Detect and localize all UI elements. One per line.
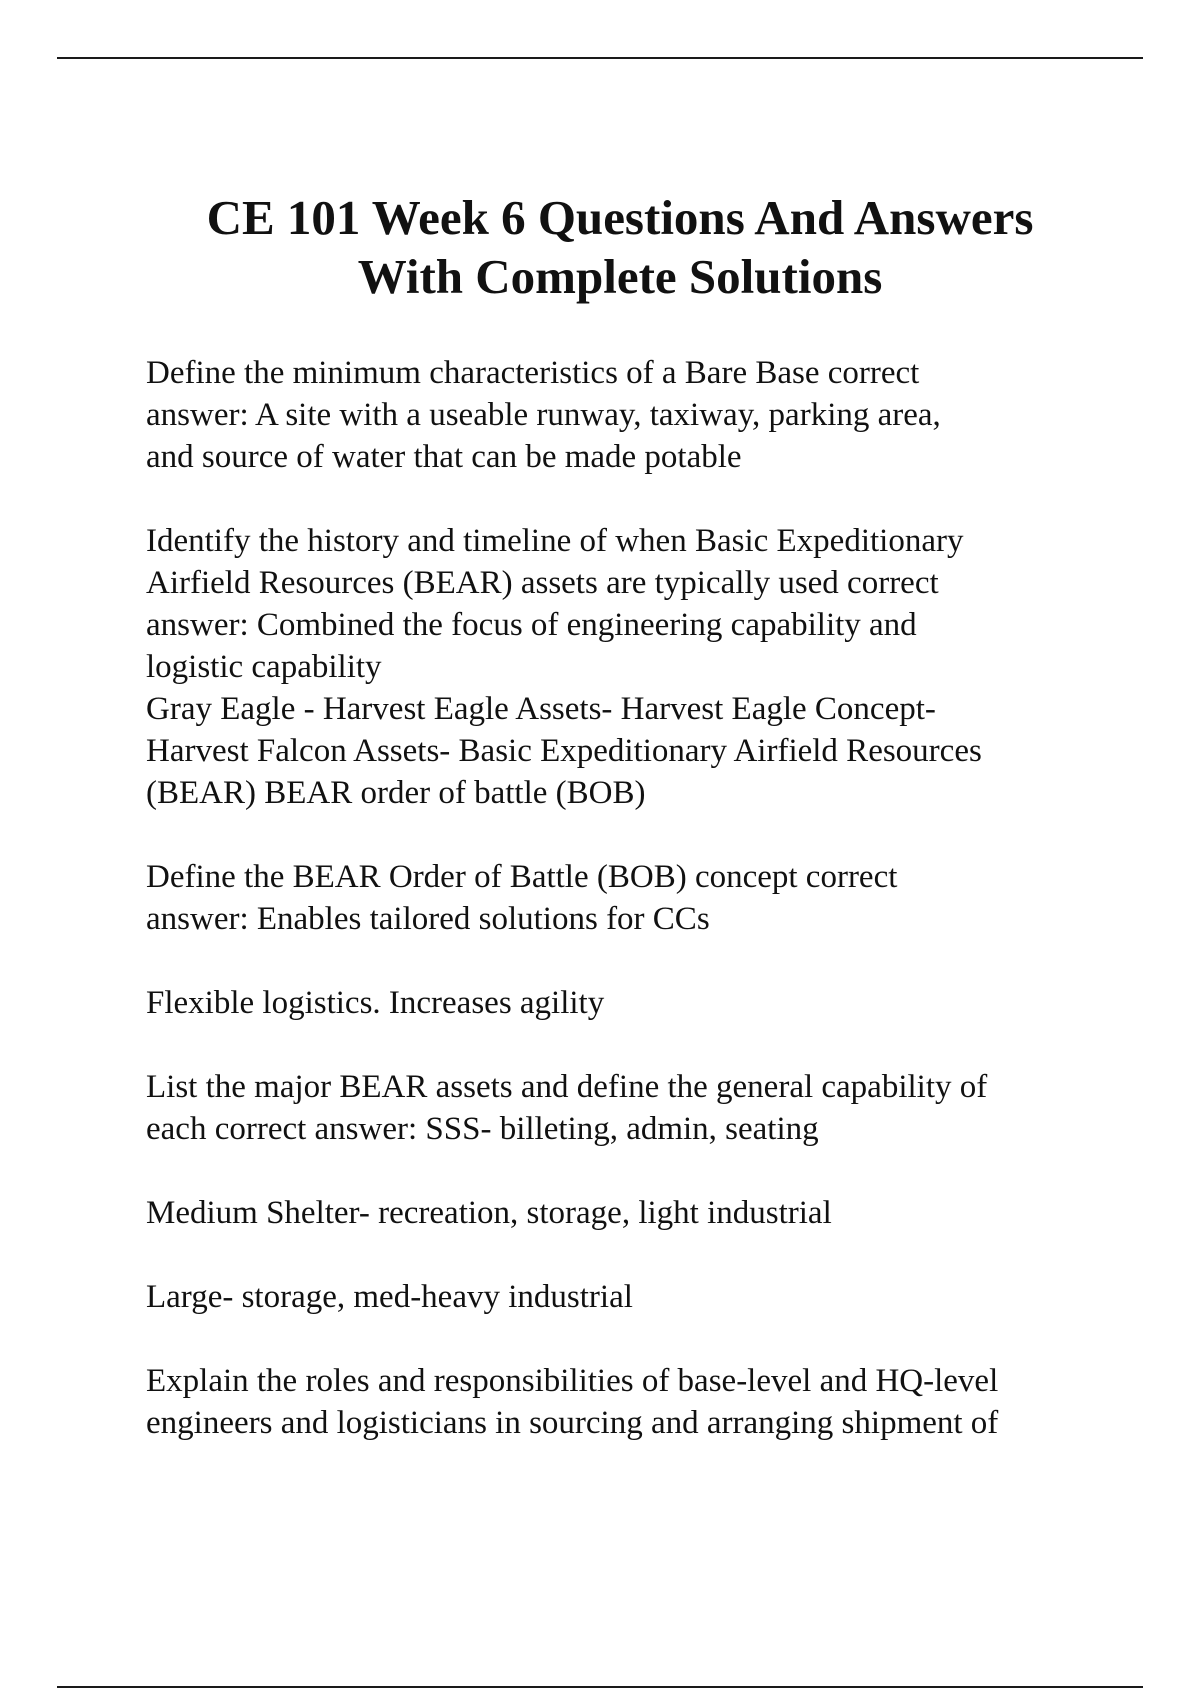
paragraph-large-shelter	[146, 1276, 1146, 1318]
text-line: engineers and logisticians in sourcing and arranging shipment of	[146, 1405, 999, 1441]
paragraph-bear-history	[146, 520, 1146, 814]
paragraph-major-assets	[146, 1066, 1146, 1150]
text-line: answer: Combined the focus of engineering capability and	[146, 607, 917, 643]
text-line: Large- storage, med-heavy industrial	[146, 1279, 633, 1315]
text-line: (BEAR) BEAR order of battle (BOB)	[146, 775, 646, 811]
title-line-2: With Complete Solutions	[357, 249, 883, 304]
text-line: logistic capability	[146, 649, 382, 685]
title-line-1: CE 101 Week 6 Questions And Answers	[206, 190, 1034, 245]
text-line: Identify the history and timeline of when Basic Expeditionary	[146, 523, 964, 559]
text-line: each correct answer: SSS- billeting, admin, seating	[146, 1111, 819, 1147]
paragraph-bare-base	[146, 352, 1146, 478]
text-line: Gray Eagle - Harvest Eagle Assets- Harvest Eagle Concept-	[146, 691, 936, 727]
text-line: List the major BEAR assets and define the general capability of	[146, 1069, 988, 1105]
document-title	[120, 188, 1120, 306]
text-line: Explain the roles and responsibilities of base-level and HQ-level	[146, 1363, 999, 1399]
text-line: Define the minimum characteristics of a Bare Base correct	[146, 355, 920, 391]
footer-rule	[57, 1686, 1143, 1688]
text-line: and source of water that can be made potable	[146, 439, 742, 475]
paragraph-roles-responsibilities	[146, 1360, 1146, 1444]
paragraph-flexible-logistics	[146, 982, 1146, 1024]
text-line: Define the BEAR Order of Battle (BOB) concept correct	[146, 859, 898, 895]
text-line: answer: A site with a useable runway, taxiway, parking area,	[146, 397, 941, 433]
header-rule	[57, 57, 1143, 59]
document-body	[146, 352, 1146, 1486]
text-line: Harvest Falcon Assets- Basic Expeditionary Airfield Resources	[146, 733, 982, 769]
text-line: Airfield Resources (BEAR) assets are typically used correct	[146, 565, 939, 601]
paragraph-bob-concept	[146, 856, 1146, 940]
text-line: Medium Shelter- recreation, storage, light industrial	[146, 1195, 832, 1231]
paragraph-medium-shelter	[146, 1192, 1146, 1234]
text-line: Flexible logistics. Increases agility	[146, 985, 605, 1021]
text-line: answer: Enables tailored solutions for CCs	[146, 901, 710, 937]
